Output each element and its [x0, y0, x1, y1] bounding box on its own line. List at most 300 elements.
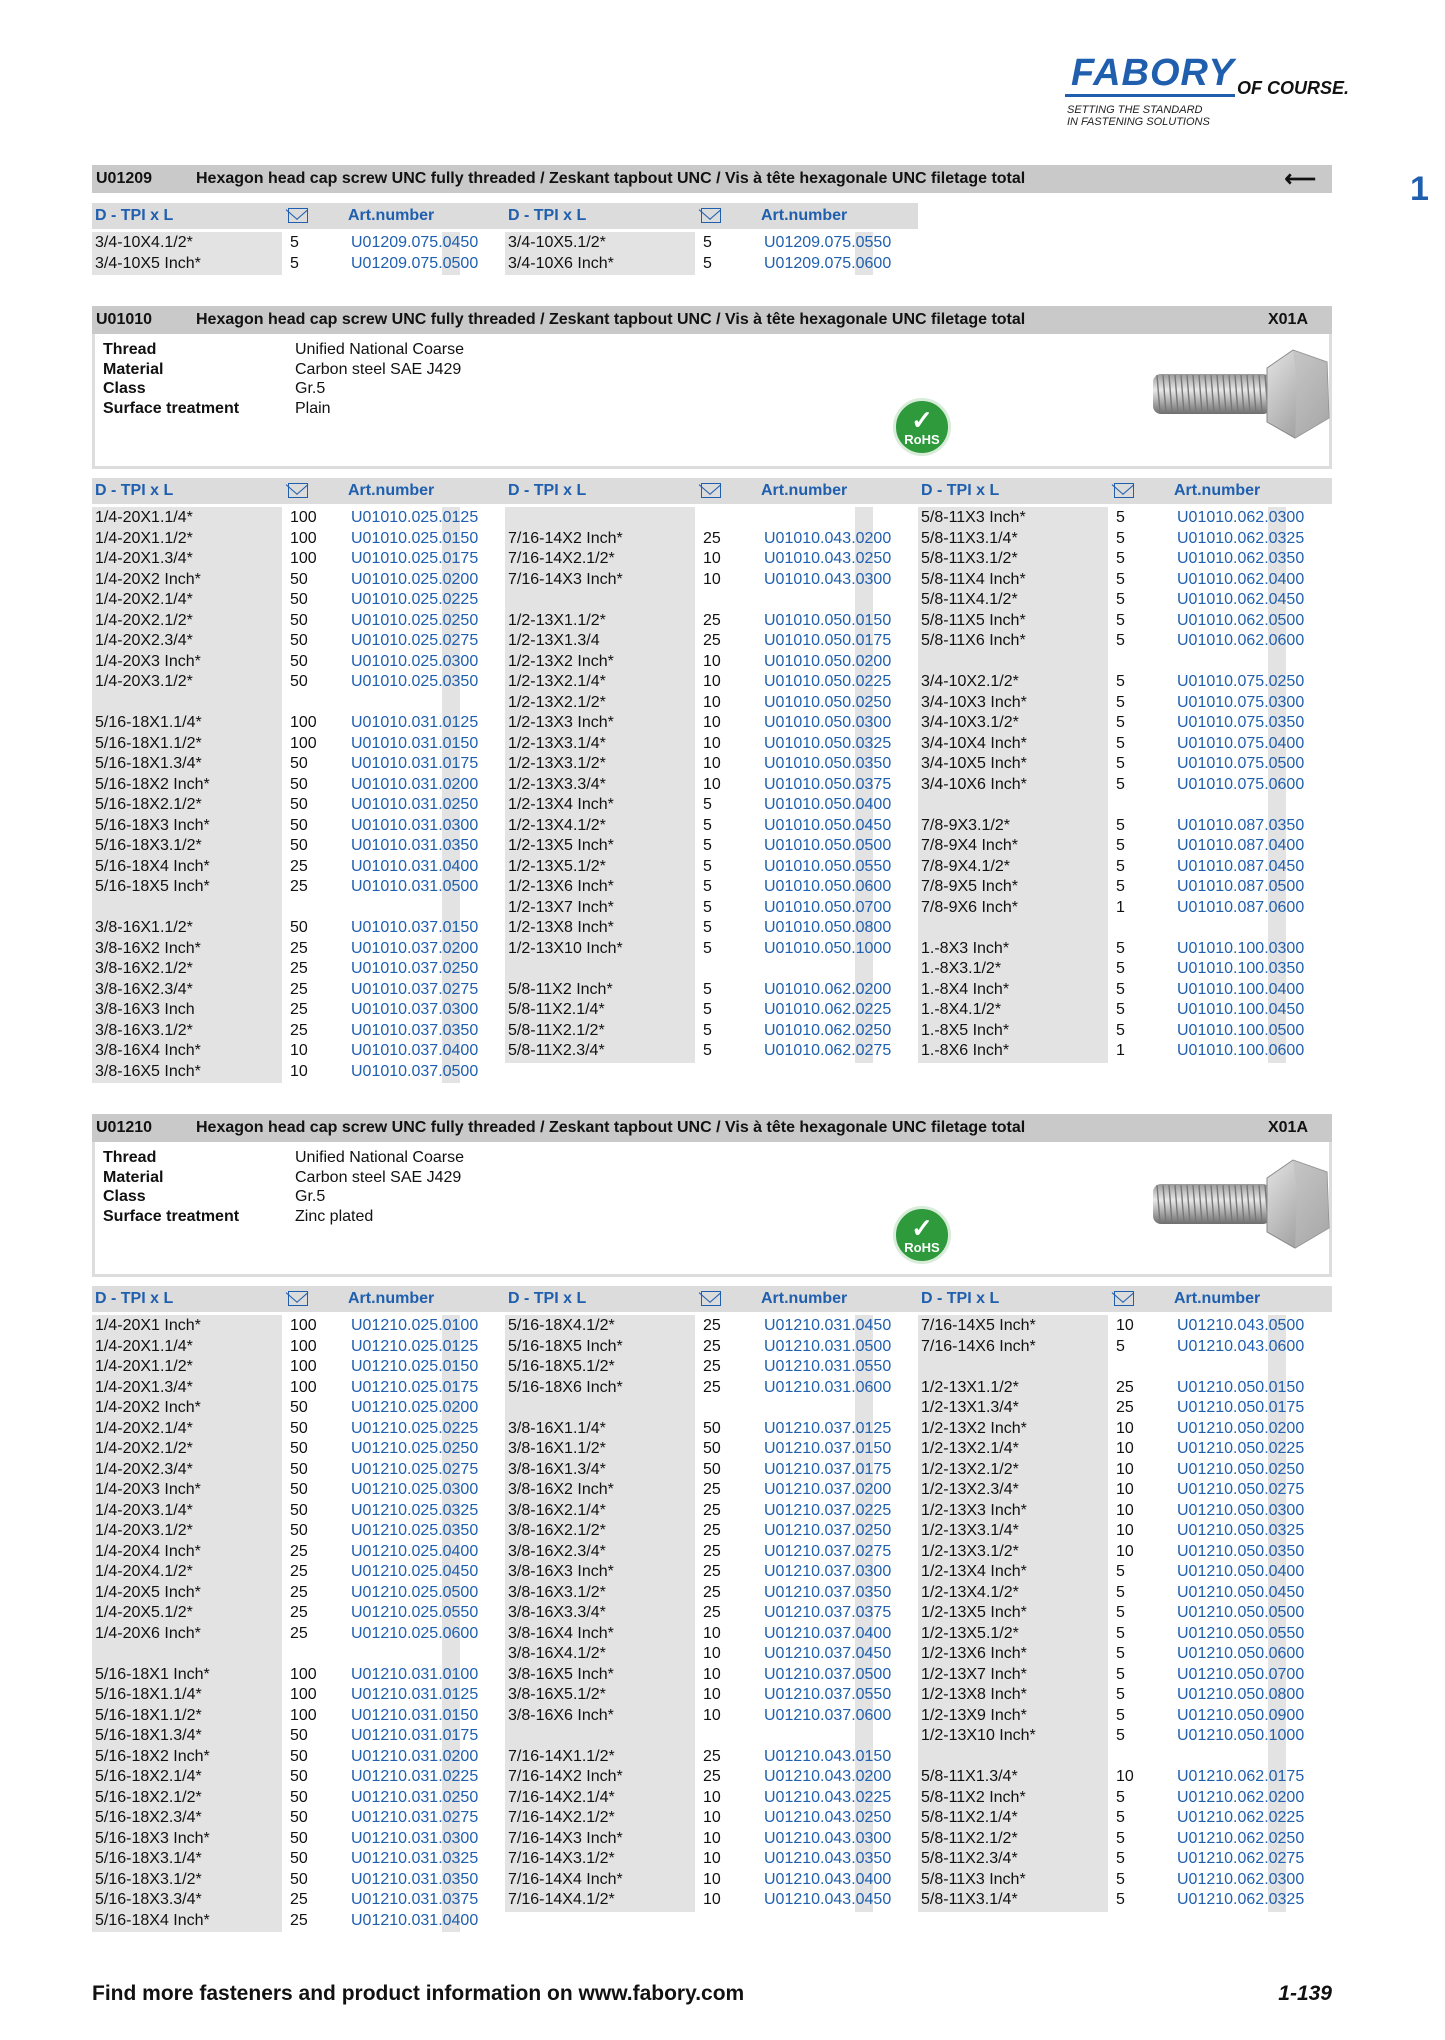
article-number-link[interactable]: U01210.037.0400 [764, 1624, 892, 1642]
article-number-link[interactable]: U01010.031.0200 [351, 775, 479, 793]
article-number-link[interactable]: U01210.043.0300 [764, 1829, 892, 1847]
quantity-cell: 25 [290, 1624, 308, 1642]
table-row [921, 795, 1288, 816]
table-row [921, 1685, 1305, 1706]
quantity-cell: 100 [290, 1378, 317, 1396]
article-number-link[interactable]: U01010.062.0500 [1177, 611, 1305, 629]
article-number-link[interactable]: U01010.062.0350 [1177, 550, 1305, 567]
article-number-link[interactable]: U01210.062.0225 [1177, 1809, 1305, 1826]
article-number-link[interactable]: U01010.062.0275 [764, 1042, 892, 1059]
article-number-link[interactable]: U01010.050.0400 [764, 796, 892, 813]
rohs-label: RoHS [904, 1239, 940, 1255]
table-row [508, 652, 892, 673]
article-number-link[interactable]: U01010.050.0600 [764, 878, 892, 895]
article-number-link[interactable]: U01010.025.0250 [351, 611, 479, 629]
article-number-link[interactable]: U01210.025.0175 [351, 1378, 479, 1396]
article-number-link[interactable]: U01010.037.0250 [351, 960, 479, 977]
article-number-link[interactable]: U01210.050.0400 [1177, 1563, 1305, 1580]
logo-tagline [1067, 104, 1210, 128]
article-number-link[interactable]: U01210.062.0175 [1177, 1768, 1305, 1785]
quantity-cell: 50 [290, 755, 308, 772]
quantity-cell: 5 [1116, 1665, 1125, 1683]
article-number-link[interactable]: U01209.075.0450 [351, 234, 479, 251]
quantity-cell: 10 [703, 755, 721, 772]
size-cell: 5/8-11X3 Inch* [921, 1870, 1026, 1888]
size-cell: 7/16-14X2.1/4* [508, 1788, 615, 1806]
quantity-cell: 10 [703, 652, 721, 670]
article-number-link[interactable]: U01210.043.0600 [1177, 1337, 1305, 1355]
article-number-link[interactable]: U01210.031.0400 [351, 1911, 479, 1929]
article-number-link[interactable]: U01010.062.0225 [764, 1001, 892, 1018]
size-cell: 3/4-10X3.1/2* [921, 714, 1019, 731]
article-number-link[interactable]: U01010.025.0175 [351, 550, 479, 567]
article-number-link[interactable]: U01210.062.0200 [1177, 1788, 1305, 1806]
article-number-link[interactable]: U01010.087.0400 [1177, 837, 1305, 854]
article-number-link[interactable]: U01210.031.0375 [351, 1891, 479, 1908]
article-number-link[interactable]: U01010.075.0350 [1177, 714, 1305, 731]
size-cell: 5/8-11X2.1/4* [921, 1809, 1018, 1826]
size-cell: 5/16-18X1 Inch* [95, 1665, 210, 1683]
article-number-link[interactable]: U01010.062.0250 [764, 1021, 892, 1039]
article-number-link[interactable]: U01010.050.0350 [764, 755, 892, 772]
table-row [508, 1542, 892, 1563]
article-number-link[interactable]: U01010.043.0250 [764, 550, 892, 567]
table-row [508, 1808, 892, 1829]
table-row [95, 254, 479, 275]
article-number-link[interactable]: U01010.050.0250 [764, 693, 892, 711]
article-number-link[interactable]: U01210.025.0225 [351, 1419, 479, 1437]
article-number-link[interactable]: U01210.043.0350 [764, 1850, 892, 1867]
article-number-link[interactable]: U01210.050.0550 [1177, 1624, 1305, 1642]
quantity-cell: 5 [703, 857, 712, 875]
size-cell: 1/2-13X3 Inch* [921, 1501, 1027, 1519]
table-row [508, 1562, 892, 1583]
size-cell: 5/16-18X2.1/2* [95, 796, 202, 813]
article-number-link[interactable]: U01010.050.0500 [764, 837, 892, 854]
article-number-link[interactable]: U01010.037.0275 [351, 980, 479, 998]
hex-bolt-image [1145, 1150, 1335, 1260]
table-row [921, 734, 1305, 755]
article-number-link[interactable]: U01010.037.0350 [351, 1021, 479, 1039]
article-number-link[interactable]: U01210.025.0600 [351, 1624, 479, 1642]
article-number-link[interactable]: U01210.037.0275 [764, 1542, 892, 1560]
article-number-link[interactable]: U01010.050.0800 [764, 919, 892, 936]
article-number-link[interactable]: U01210.062.0275 [1177, 1850, 1305, 1867]
table-row [508, 795, 892, 816]
article-number-link[interactable]: U01210.031.0125 [351, 1686, 479, 1703]
article-number-link[interactable]: U01210.025.0550 [351, 1604, 479, 1621]
article-number-link[interactable]: U01210.031.0225 [351, 1768, 479, 1785]
article-number-link[interactable]: U01210.043.0150 [764, 1747, 892, 1765]
table-row [921, 508, 1305, 529]
mail-icon [288, 483, 308, 498]
article-number-link[interactable]: U01010.087.0450 [1177, 857, 1305, 875]
article-number-link[interactable]: U01209.075.0500 [351, 254, 479, 272]
article-number-link[interactable]: U01209.075.0600 [764, 254, 892, 272]
table-row [508, 1021, 892, 1042]
size-cell: 1/2-13X6 Inch* [921, 1645, 1027, 1662]
article-number-link[interactable]: U01010.025.0350 [351, 673, 479, 690]
quantity-cell: 25 [290, 980, 308, 998]
article-number-link[interactable]: U01210.031.0275 [351, 1809, 479, 1826]
table-row [921, 898, 1305, 919]
article-number-link[interactable]: U01210.062.0250 [1177, 1829, 1305, 1847]
article-number-link[interactable]: U01210.050.0350 [1177, 1542, 1305, 1560]
article-number-link[interactable]: U01210.031.0350 [351, 1870, 479, 1888]
header-size: D - TPI x L [95, 482, 174, 499]
article-number-link[interactable]: U01010.050.0700 [764, 898, 892, 916]
article-number-link[interactable]: U01210.037.0450 [764, 1645, 892, 1662]
article-number-link[interactable]: U01010.075.0400 [1177, 734, 1305, 752]
article-number-link[interactable]: U01010.025.0300 [351, 652, 479, 670]
article-number-link[interactable]: U01010.100.0600 [1177, 1042, 1305, 1059]
article-number-link[interactable]: U01010.062.0600 [1177, 632, 1305, 649]
size-cell: 5/16-18X1.1/2* [95, 734, 202, 752]
article-number-link[interactable]: U01010.037.0200 [351, 939, 479, 957]
quantity-cell: 100 [290, 1686, 317, 1703]
article-number-link[interactable]: U01210.037.0225 [764, 1501, 892, 1519]
article-number-link[interactable]: U01010.075.0600 [1177, 775, 1305, 793]
article-number-link[interactable]: U01210.050.0450 [1177, 1583, 1305, 1601]
table-row [95, 1316, 479, 1337]
quantity-cell: 5 [1116, 1686, 1125, 1703]
article-number-link[interactable]: U01010.037.0300 [351, 1001, 479, 1018]
article-number-link[interactable]: U01010.050.0225 [764, 673, 892, 690]
article-number-link[interactable]: U01210.050.0275 [1177, 1481, 1305, 1498]
article-number-link[interactable]: U01010.037.0400 [351, 1042, 479, 1059]
size-cell: 5/16-18X5 Inch* [95, 878, 210, 895]
article-number-link[interactable]: U01010.025.0275 [351, 632, 479, 649]
article-number-link[interactable]: U01010.050.0200 [764, 652, 892, 670]
article-number-link[interactable]: U01010.043.0300 [764, 570, 892, 588]
quantity-cell: 100 [290, 1706, 317, 1724]
size-cell: 1/2-13X5 Inch* [508, 837, 614, 854]
article-number-link[interactable]: U01210.050.0250 [1177, 1460, 1305, 1478]
section-title: Hexagon head cap screw UNC fully threaded / Zeskant tapbout UNC / Vis à tête hexagonale UNC filetage total [196, 1119, 1026, 1136]
quantity-cell: 5 [1116, 857, 1125, 875]
article-number-link[interactable]: U01010.100.0450 [1177, 1001, 1305, 1018]
table-row [95, 549, 479, 570]
size-cell: 5/8-11X2.1/4* [508, 1001, 605, 1018]
article-number-link[interactable]: U01010.025.0150 [351, 529, 479, 547]
quantity-cell: 10 [703, 1788, 721, 1806]
size-cell: 1/4-20X2.3/4* [95, 632, 193, 649]
article-number-link[interactable]: U01010.050.0375 [764, 775, 892, 793]
article-number-link[interactable]: U01010.050.0150 [764, 611, 892, 629]
article-number-link[interactable]: U01210.050.0175 [1177, 1399, 1305, 1416]
quantity-cell: 5 [1116, 755, 1125, 772]
article-number-link[interactable]: U01210.037.0125 [764, 1419, 892, 1437]
article-number-link[interactable]: U01210.025.0300 [351, 1481, 479, 1498]
article-number-link[interactable]: U01210.050.0700 [1177, 1665, 1305, 1683]
quantity-cell: 25 [703, 1768, 721, 1785]
size-cell: 1/2-13X9 Inch* [921, 1706, 1027, 1724]
article-number-link[interactable]: U01210.025.0275 [351, 1460, 479, 1478]
quantity-cell: 5 [1116, 980, 1125, 998]
article-number-link[interactable]: U01210.050.0500 [1177, 1604, 1305, 1621]
size-cell: 7/16-14X4.1/2* [508, 1891, 615, 1908]
article-number-link[interactable]: U01210.050.0600 [1177, 1645, 1305, 1662]
size-cell: 3/8-16X3.1/2* [508, 1583, 606, 1601]
size-cell: 5/8-11X2 Inch* [921, 1788, 1026, 1806]
size-cell: 1/2-13X8 Inch* [921, 1686, 1027, 1703]
quantity-cell: 10 [703, 1686, 721, 1703]
article-number-link[interactable]: U01010.075.0250 [1177, 673, 1305, 690]
article-number-link[interactable]: U01010.050.0550 [764, 857, 892, 875]
table-header-group [505, 1286, 918, 1312]
size-cell: 1/4-20X3.1/4* [95, 1501, 193, 1519]
article-number-link[interactable]: U01010.100.0400 [1177, 980, 1305, 998]
size-cell: 1/4-20X1.1/2* [95, 1358, 193, 1375]
article-number-link[interactable]: U01210.025.0450 [351, 1563, 479, 1580]
quantity-cell: 5 [1116, 1604, 1125, 1621]
article-number-link[interactable]: U01209.075.0550 [764, 234, 892, 251]
quantity-cell: 10 [703, 775, 721, 793]
quantity-cell: 25 [703, 1337, 721, 1355]
article-number-link[interactable]: U01210.050.0325 [1177, 1522, 1305, 1539]
quantity-cell: 25 [703, 1563, 721, 1580]
article-number-link[interactable]: U01210.037.0500 [764, 1665, 892, 1683]
table-row [508, 754, 892, 775]
table-row [95, 1706, 479, 1727]
header-art-number: Art.number [348, 207, 435, 224]
quantity-cell: 10 [1116, 1522, 1134, 1539]
article-number-link[interactable]: U01010.075.0300 [1177, 693, 1305, 711]
article-number-link[interactable]: U01210.037.0600 [764, 1706, 892, 1724]
size-cell: 1/4-20X4.1/2* [95, 1563, 193, 1580]
article-number-link[interactable]: U01210.031.0250 [351, 1788, 479, 1806]
size-cell: 5/8-11X4 Inch* [921, 570, 1026, 588]
size-cell: 1/2-13X3.1/4* [508, 734, 606, 752]
table-row [95, 1337, 479, 1358]
article-number-link[interactable]: U01010.100.0500 [1177, 1021, 1305, 1039]
article-number-link[interactable]: U01210.031.0175 [351, 1727, 479, 1744]
article-number-link[interactable]: U01210.043.0400 [764, 1870, 892, 1888]
article-number-link[interactable]: U01210.037.0300 [764, 1563, 892, 1580]
size-cell: 1/2-13X3.1/2* [921, 1542, 1019, 1560]
article-number-link[interactable]: U01010.037.0150 [351, 919, 479, 936]
size-cell: 5/8-11X2.3/4* [921, 1850, 1018, 1867]
article-number-link[interactable]: U01210.025.0200 [351, 1399, 479, 1416]
article-number-link[interactable]: U01010.025.0200 [351, 570, 479, 588]
table-row [508, 775, 892, 796]
article-number-link[interactable]: U01210.025.0400 [351, 1542, 479, 1560]
article-number-link[interactable]: U01210.025.0325 [351, 1501, 479, 1519]
article-number-link[interactable]: U01010.087.0600 [1177, 898, 1305, 916]
size-cell: 7/16-14X3 Inch* [508, 570, 623, 588]
quantity-cell: 5 [703, 919, 712, 936]
article-number-link[interactable]: U01210.043.0225 [764, 1788, 892, 1806]
table-row [921, 877, 1305, 898]
article-number-link[interactable]: U01210.031.0450 [764, 1317, 892, 1334]
table-row [921, 1706, 1305, 1727]
article-number-link[interactable]: U01210.031.0200 [351, 1747, 479, 1765]
quantity-cell: 50 [290, 1870, 308, 1888]
size-cell: 5/16-18X2 Inch* [95, 775, 210, 793]
article-number-link[interactable]: U01210.043.0450 [764, 1891, 892, 1908]
size-cell: 1/2-13X6 Inch* [508, 878, 614, 895]
article-number-link[interactable]: U01210.050.0800 [1177, 1686, 1305, 1703]
table-row [921, 1419, 1305, 1440]
article-number-link[interactable]: U01010.050.0175 [764, 632, 892, 649]
quantity-cell: 5 [1116, 1870, 1125, 1888]
article-number-link[interactable]: U01210.050.1000 [1177, 1727, 1305, 1744]
article-number-link[interactable]: U01210.062.0300 [1177, 1870, 1305, 1888]
table-row [508, 1870, 892, 1891]
size-cell: 3/8-16X5 Inch* [508, 1665, 614, 1683]
size-cell: 1/4-20X1.3/4* [95, 550, 193, 567]
table-row [95, 1829, 479, 1850]
size-cell: 3/4-10X4.1/2* [95, 234, 193, 251]
article-number-link[interactable]: U01010.031.0400 [351, 857, 479, 875]
article-number-link[interactable]: U01010.031.0250 [351, 796, 479, 813]
table-row [921, 1870, 1305, 1891]
article-number-link[interactable]: U01210.037.0175 [764, 1460, 892, 1478]
article-number-link[interactable]: U01010.062.0400 [1177, 570, 1305, 588]
size-cell: 7/16-14X6 Inch* [921, 1337, 1036, 1355]
table-row [95, 1041, 479, 1062]
quantity-cell: 5 [290, 234, 299, 251]
article-number-link[interactable]: U01210.031.0150 [351, 1706, 479, 1724]
quantity-cell: 5 [1116, 1001, 1125, 1018]
table-row [508, 1747, 892, 1768]
article-number-link[interactable]: U01010.025.0125 [351, 509, 479, 526]
article-number-link[interactable]: U01210.050.0900 [1177, 1706, 1305, 1724]
article-number-link[interactable]: U01210.025.0100 [351, 1317, 479, 1334]
article-number-link[interactable]: U01010.075.0500 [1177, 755, 1305, 772]
table-row [95, 1890, 479, 1911]
table-row [921, 1480, 1305, 1501]
header-art-number: Art.number [761, 482, 848, 499]
article-number-link[interactable]: U01010.031.0500 [351, 878, 479, 895]
table-row [508, 980, 892, 1001]
article-number-link[interactable]: U01210.037.0375 [764, 1604, 892, 1621]
article-number-link[interactable]: U01210.037.0550 [764, 1686, 892, 1703]
article-number-link[interactable]: U01010.062.0300 [1177, 509, 1305, 526]
quantity-cell: 50 [290, 1501, 308, 1519]
article-number-link[interactable]: U01210.050.0200 [1177, 1419, 1305, 1437]
article-number-link[interactable]: U01210.037.0200 [764, 1481, 892, 1498]
table-row [508, 959, 875, 980]
article-number-link[interactable]: U01010.050.1000 [764, 939, 892, 957]
quantity-cell: 50 [290, 919, 308, 936]
size-cell: 5/16-18X1.3/4* [95, 1727, 202, 1744]
size-cell: 1/2-13X4.1/2* [508, 816, 606, 834]
article-number-link[interactable]: U01210.025.0500 [351, 1583, 479, 1601]
article-number-link[interactable]: U01010.050.0300 [764, 714, 892, 731]
table-row [508, 1378, 892, 1399]
article-number-link[interactable]: U01210.031.0500 [764, 1337, 892, 1355]
quantity-cell: 5 [1116, 509, 1125, 526]
size-cell: 5/16-18X2 Inch* [95, 1747, 210, 1765]
article-number-link[interactable]: U01010.031.0175 [351, 755, 479, 772]
table-row [95, 611, 479, 632]
logo-tagline-line-1: SETTING THE STANDARD [1067, 104, 1203, 116]
article-number-link[interactable]: U01010.031.0150 [351, 734, 479, 752]
article-number-link[interactable]: U01010.062.0325 [1177, 529, 1305, 547]
size-cell: 5/8-11X3 Inch* [921, 509, 1026, 526]
table-row [95, 1439, 479, 1460]
article-number-link[interactable]: U01210.025.0150 [351, 1358, 479, 1375]
size-cell: 1/4-20X2.1/2* [95, 611, 193, 629]
article-number-link[interactable]: U01210.025.0125 [351, 1337, 479, 1355]
quantity-cell: 5 [1116, 1645, 1125, 1662]
quantity-cell: 50 [290, 1788, 308, 1806]
article-number-link[interactable]: U01010.100.0350 [1177, 960, 1305, 977]
article-number-link[interactable]: U01210.043.0250 [764, 1809, 892, 1826]
logo-wordmark: FABORY [1071, 52, 1235, 94]
size-cell: 3/8-16X3 Inch* [508, 1563, 614, 1580]
size-cell: 3/8-16X5 Inch* [95, 1062, 201, 1080]
size-cell: 5/8-11X4.1/2* [921, 591, 1018, 608]
article-number-link[interactable]: U01010.062.0450 [1177, 591, 1305, 608]
info-value: Carbon steel SAE J429 [295, 360, 462, 378]
article-number-link[interactable]: U01210.037.0350 [764, 1583, 892, 1601]
article-number-link[interactable]: U01010.031.0350 [351, 837, 479, 854]
article-number-link[interactable]: U01010.050.0325 [764, 734, 892, 752]
article-number-link[interactable]: U01010.043.0200 [764, 529, 892, 547]
size-cell: 3/8-16X2.1/2* [95, 960, 193, 977]
quantity-cell: 50 [290, 1419, 308, 1437]
article-number-link[interactable]: U01210.050.0150 [1177, 1378, 1305, 1396]
size-cell: 1/2-13X2.1/2* [921, 1460, 1019, 1478]
info-label: Class [103, 380, 146, 397]
article-number-link[interactable]: U01210.031.0550 [764, 1358, 892, 1375]
article-number-link[interactable]: U01210.025.0350 [351, 1522, 479, 1539]
article-number-link[interactable]: U01210.050.0225 [1177, 1440, 1305, 1457]
size-cell: 7/8-9X5 Inch* [921, 878, 1018, 895]
article-number-link[interactable]: U01010.037.0500 [351, 1062, 479, 1080]
size-cell: 7/8-9X4 Inch* [921, 837, 1018, 854]
article-number-link[interactable]: U01210.031.0600 [764, 1378, 892, 1396]
article-number-link[interactable]: U01210.031.0300 [351, 1829, 479, 1847]
header-size: D - TPI x L [95, 1290, 174, 1307]
article-number-link[interactable]: U01010.087.0350 [1177, 816, 1305, 834]
size-cell: 1/2-13X5 Inch* [921, 1604, 1027, 1621]
table-header [92, 203, 1332, 229]
table-row [508, 857, 892, 878]
article-number-link[interactable]: U01210.062.0325 [1177, 1891, 1305, 1908]
back-arrow-icon[interactable]: ⟵ [1284, 166, 1316, 191]
quantity-cell: 50 [703, 1460, 721, 1478]
article-number-link[interactable]: U01210.050.0300 [1177, 1501, 1305, 1519]
size-cell: 5/16-18X2.1/2* [95, 1788, 202, 1806]
article-number-link[interactable]: U01010.087.0500 [1177, 878, 1305, 895]
size-cell: 7/8-9X6 Inch* [921, 898, 1018, 916]
article-number-link[interactable]: U01210.031.0100 [351, 1665, 479, 1683]
quantity-cell: 10 [1116, 1481, 1134, 1498]
size-cell: 5/16-18X2.1/4* [95, 1768, 202, 1785]
article-number-link[interactable]: U01210.043.0200 [764, 1768, 892, 1785]
article-number-link[interactable]: U01210.043.0500 [1177, 1317, 1305, 1334]
table-row [921, 1357, 1288, 1378]
table-header-group [918, 478, 1332, 504]
quantity-cell: 50 [290, 796, 308, 813]
article-number-link[interactable]: U01010.025.0225 [351, 591, 479, 608]
article-number-link[interactable]: U01210.037.0150 [764, 1440, 892, 1457]
article-number-link[interactable]: U01210.037.0250 [764, 1522, 892, 1539]
article-number-link[interactable]: U01010.100.0300 [1177, 939, 1305, 957]
logo-tagline-line-2: IN FASTENING SOLUTIONS [1067, 116, 1210, 128]
article-number-link[interactable]: U01010.050.0450 [764, 816, 892, 834]
table-row [508, 1767, 892, 1788]
table-row [95, 1583, 479, 1604]
article-number-link[interactable]: U01010.031.0300 [351, 816, 479, 834]
article-number-link[interactable]: U01210.031.0325 [351, 1850, 479, 1867]
article-number-link[interactable]: U01010.031.0125 [351, 714, 479, 731]
article-number-link[interactable]: U01010.062.0200 [764, 980, 892, 998]
article-number-link[interactable]: U01210.025.0250 [351, 1440, 479, 1457]
